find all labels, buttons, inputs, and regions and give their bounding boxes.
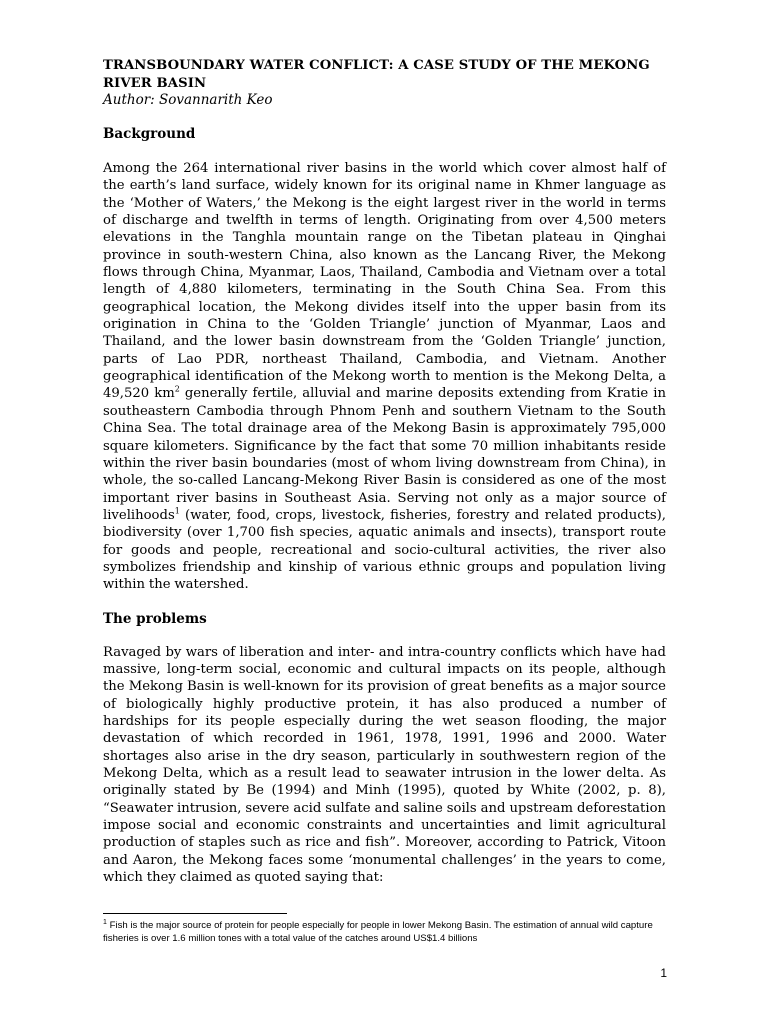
problems-paragraph: Ravaged by wars of liberation and inter- and intra-country conflicts which have had massive, long-term social, economic and cultural impacts on its people, although the Mekong Basin is well-known for its provision of great benefits as a major source of biologically highly productive protein, it has also produced a number of hardships for its people especially during the wet season flooding, the major devastation of which recorded in 1961, 1978, 1991, 1996 and 2000. Water shortages also arise in the dry season, particularly in southwestern region of the Mekong Delta, which as a result lead to seawater intrusion in the lower delta. As originally stated by Be (1994) and Minh (1995), quoted by White (2002, p. 8), “Seawater intrusion, severe acid sulfate and saline soils and upstream deforestation impose social and economic constraints and uncertainties and limit agricultural production of staples such as rice and fish”. Moreover, according to Patrick, Vitoon and Aaron, the Mekong faces some ‘monumental challenges’ in the years to come, which they claimed as quoted saying that:	[103, 644, 666, 886]
footnote-text: Fish is the major source of protein for people especially for people in lower Mekong Basin. The estimation of annual wild capture fisheries is over 1.6 million tones with a total value of the catches around US$1.4 billions	[103, 920, 653, 944]
footnote-marker: 1	[103, 918, 107, 926]
background-text-1: Among the 264 international river basins in the world which cover almost half of the earth’s land surface, widely known for its original name in Khmer language as the ‘Mother of Waters,’ the Mekong is the eight largest river in the world in terms of discharge and twelfth in terms of length. Originating from over 4,500 meters elevations in the Tanghla mountain range on the Tibetan plateau in Qinghai province in south-western China, also known as the Lancang River, the Mekong flows through China, Myanmar, Laos, Thailand, Cambodia and Vietnam over a total length of 4,880 kilometers, terminating in the South China Sea. From this geographical location, the Mekong divides itself into the upper basin from its origination in China to the ‘Golden Triangle’ junction of Myanmar, Laos and Thailand, and the lower basin downstream from the ‘Golden Triangle’ junction, parts of Lao PDR, northeast Thailand, Cambodia, and Vietnam. Another geographical identification of the Mekong worth to mention is the Mekong Delta, a 49,520 km	[103, 161, 666, 402]
background-text-3: (water, food, crops, livestock, fisheries, forestry and related products), biodiversity (over 1,700 fish species, aquatic animals and insects), transport route for goods and people, recreational and socio-cultural activities, the river also symbolizes friendship and kinship of various ethnic groups and population living within the watershed.	[103, 507, 666, 593]
section-heading-background: Background	[103, 126, 196, 142]
document-author: Author: Sovannarith Keo	[103, 92, 273, 108]
background-paragraph	[103, 160, 666, 594]
superscript-2: 2	[174, 385, 180, 395]
document-body	[103, 57, 666, 886]
section-heading-problems: The problems	[103, 610, 207, 627]
footnote	[103, 920, 668, 945]
footnote-divider	[103, 913, 287, 914]
background-text-2: generally fertile, alluvial and marine deposits extending from Kratie in southeastern Cambodia through Phnom Penh and southern Vietnam to the South China Sea. The total drainage area of the Mekong Basin is approximately 795,000 square kilometers. Significance by the fact that some 70 million inhabitants reside within the river basin boundaries (most of whom living downstream from China), in whole, the so-called Lancang-Mekong River Basin is considered as one of the most important river basins in Southeast Asia. Serving not only as a major source of livelihoods	[103, 386, 666, 523]
document-title: TRANSBOUNDARY WATER CONFLICT: A CASE STUDY OF THE MEKONG RIVER BASIN	[103, 58, 650, 91]
page-number: 1	[660, 966, 667, 980]
footnote-reference[interactable]: 1	[174, 506, 180, 516]
